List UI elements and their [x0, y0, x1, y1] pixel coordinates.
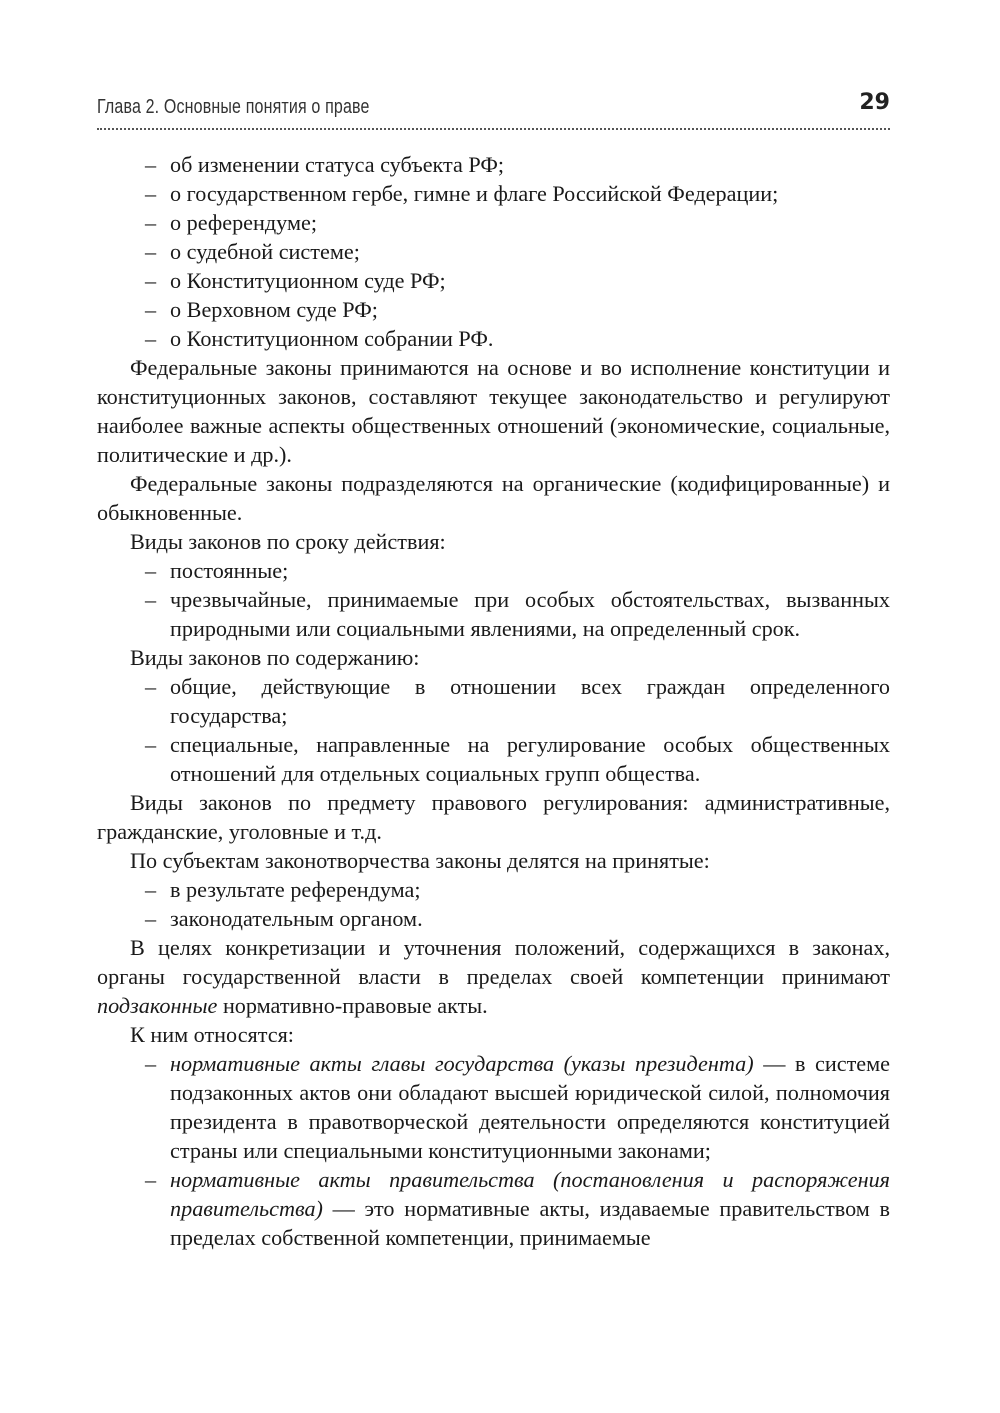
paragraph: Виды законов по сроку действия:	[130, 529, 446, 554]
list-item: – о Верховном суде РФ;	[145, 297, 378, 322]
paragraph: В целях конкретизации и уточнения положений, содержащихся в законах, органы государственной власти в пределах своей компетенции принимают подзаконные нормативно-правовые акты.	[97, 935, 890, 1018]
list-item: – об изменении статуса субъекта РФ;	[145, 152, 505, 177]
paragraph: По субъектам законотворчества законы делятся на принятые:	[130, 848, 710, 873]
list-item: – общие, действующие в отношении всех граждан определенного государства;	[145, 674, 890, 728]
list-item: – постоянные;	[145, 558, 289, 583]
list-item: – нормативные акты правительства (постановления и распоряжения правительства) — это нормативные акты, издаваемые правительством в пределах собственной компетенции, принимаемые	[145, 1167, 890, 1250]
list-item: – нормативные акты главы государства (указы президента) — в системе подзаконных актов они обладают высшей юридической силой, полномочия президента в правотворческой деятельности определяются конституцией страны или специальными конституционными законами;	[145, 1051, 890, 1163]
list-item: – о Конституционном суде РФ;	[145, 268, 446, 293]
list-item: – о референдуме;	[145, 210, 318, 235]
page-body	[97, 150, 890, 1252]
list-item: – о судебной системе;	[145, 239, 360, 264]
chapter-title: Глава 2. Основные понятия о праве	[97, 96, 370, 118]
list-item: – о Конституционном собрании РФ.	[145, 326, 494, 351]
paragraph: Федеральные законы подразделяются на органические (кодифицированные) и обыкновенные.	[97, 471, 890, 525]
list-item: – в результате референдума;	[145, 877, 421, 902]
list-item: – о государственном гербе, гимне и флаге Российской Федерации;	[145, 181, 779, 206]
paragraph: Виды законов по предмету правового регулирования: административные, гражданские, уголовные и т.д.	[97, 790, 890, 844]
list-item: – законодательным органом.	[145, 906, 423, 931]
list-item: – специальные, направленные на регулирование особых общественных отношений для отдельных социальных групп общества.	[145, 732, 890, 786]
paragraph: Виды законов по содержанию:	[130, 645, 420, 670]
page-number: 29	[859, 90, 890, 115]
paragraph: К ним относятся:	[130, 1022, 294, 1047]
paragraph: Федеральные законы принимаются на основе и во исполнение конституции и конституционных законов, составляют текущее законодательство и регулируют наиболее важные аспекты общественных отношений (экономические, социальные, политические и др.).	[97, 355, 890, 467]
running-header	[97, 90, 890, 130]
list-item: – чрезвычайные, принимаемые при особых обстоятельствах, вызванных природными или социальными явлениями, на определенный срок.	[145, 587, 890, 641]
